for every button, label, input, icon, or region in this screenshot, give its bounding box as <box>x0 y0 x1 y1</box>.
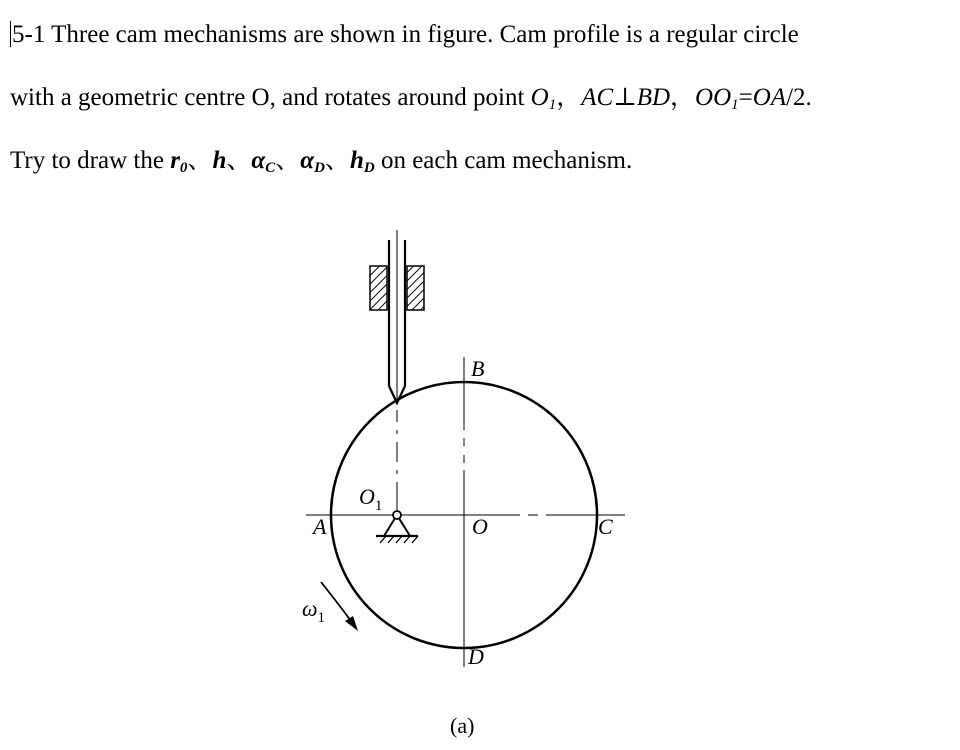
label-omega-sub: 1 <box>317 610 326 626</box>
separator: ， <box>556 84 582 111</box>
o1-base: O <box>530 84 549 111</box>
guide-left-hatch <box>370 266 387 310</box>
separator: 、 <box>226 147 252 174</box>
ac-symbol: AC <box>581 84 614 111</box>
alpha-c-sub: C <box>265 160 276 176</box>
hd-base: h <box>349 147 364 174</box>
label-omega1 <box>302 596 325 626</box>
problem-line-1-text: 5-1 Three cam mechanisms are shown in figure. Cam profile is a regular circle <box>12 21 799 48</box>
label-o1-base: O <box>359 484 375 509</box>
alpha-d-sub: D <box>314 160 325 176</box>
label-d: D <box>468 644 484 669</box>
label-o: O <box>472 514 488 539</box>
oo1-base: OO <box>695 84 732 111</box>
perp-symbol: ⊥ <box>613 84 637 111</box>
bd-symbol: BD <box>636 84 671 111</box>
separator: ， <box>670 84 696 111</box>
oo1-sub: 1 <box>731 97 739 113</box>
figure-caption: (a) <box>450 713 475 738</box>
alpha-d-base: α <box>300 147 315 174</box>
label-a: A <box>313 514 327 539</box>
label-o1 <box>359 484 382 514</box>
ratio-tail: /2. <box>786 84 812 111</box>
label-b: B <box>471 356 485 381</box>
problem-line-2-text: with a geometric centre O, and rotates around point <box>10 84 531 111</box>
hd-sub: D <box>363 160 375 176</box>
r0-base: r <box>170 147 180 174</box>
problem-line-3-tail: on each cam mechanism. <box>374 147 633 174</box>
oa-symbol: OA <box>752 84 787 111</box>
o1-sub: 1 <box>548 97 557 113</box>
equals-sign: = <box>738 84 753 111</box>
knife-edge-follower <box>389 230 405 403</box>
problem-line-3-text: Try to draw the <box>10 147 171 174</box>
guide-right-hatch <box>407 266 424 310</box>
label-o1-sub: 1 <box>374 498 383 514</box>
separator: 、 <box>324 147 350 174</box>
h-symbol: h <box>212 147 227 174</box>
separator: 、 <box>187 147 213 174</box>
r0-sub: 0 <box>179 160 188 176</box>
label-c: C <box>598 514 613 539</box>
label-omega-base: ω <box>302 596 318 621</box>
rotation-arrow-head <box>345 616 358 631</box>
separator: 、 <box>275 147 301 174</box>
pivot-pin <box>393 511 401 519</box>
fixed-pivot-o1 <box>376 511 418 543</box>
alpha-c-base: α <box>251 147 266 174</box>
